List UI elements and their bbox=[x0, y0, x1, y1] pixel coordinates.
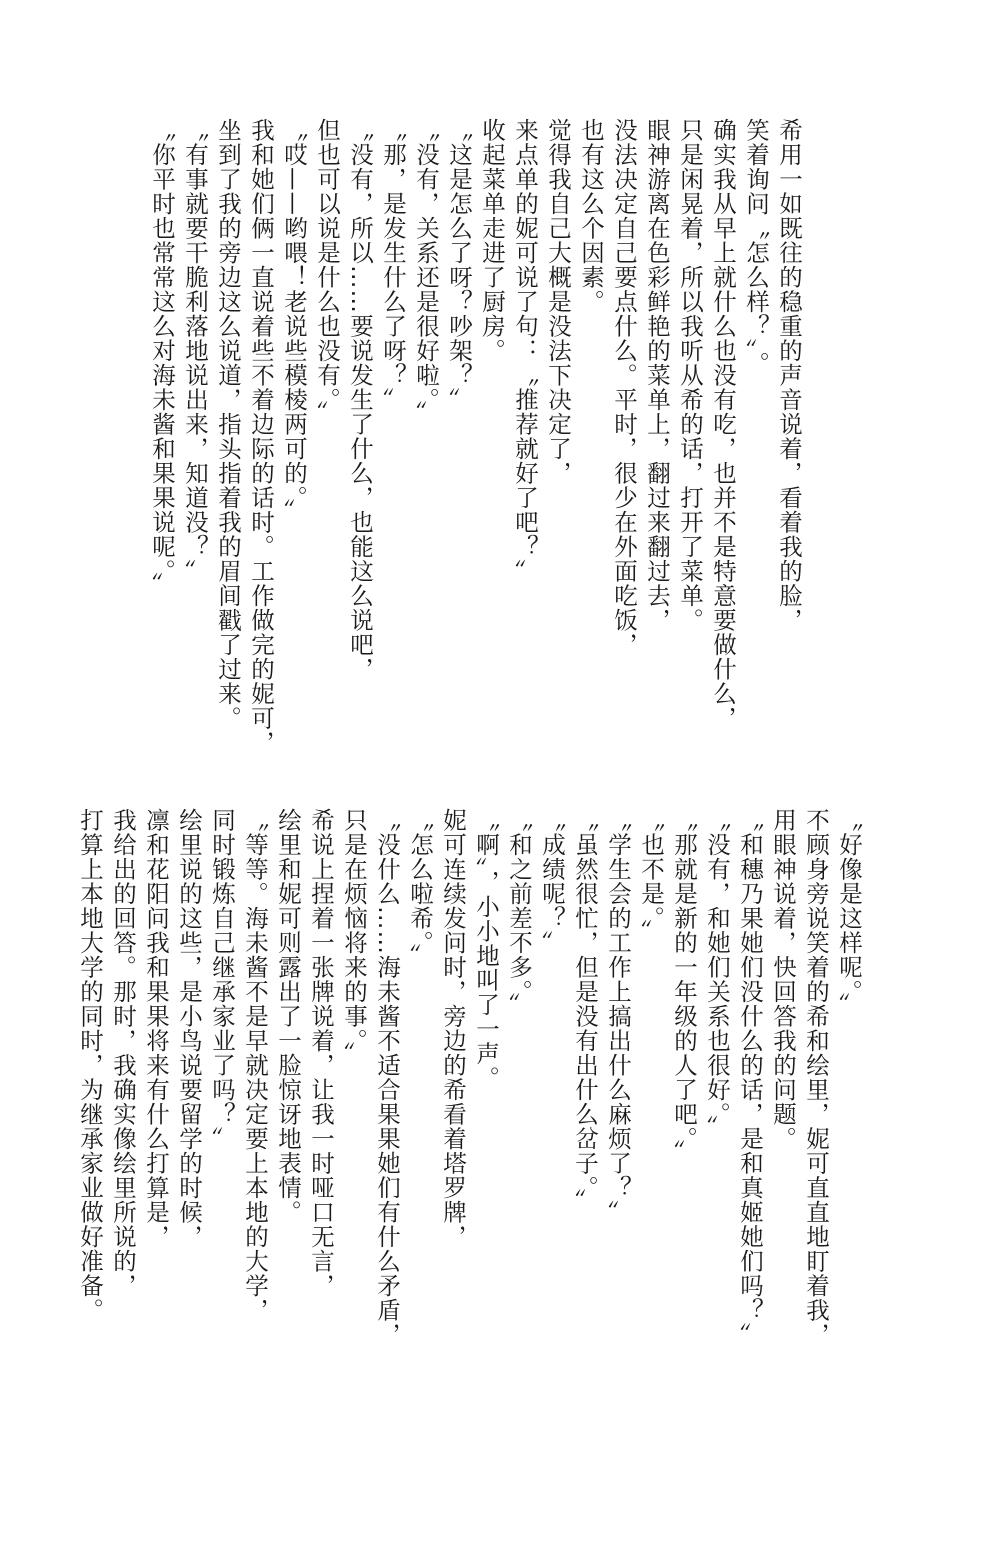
text-line: 希用一如既往的稳重的声音说着，看着我的脸， bbox=[775, 118, 803, 633]
text-line: 〝你平时也常常这么对海未酱和果果说呢。〞 bbox=[148, 118, 176, 597]
text-line: 不顾身旁说笑着的希和绘里，妮可直直地盯着我， bbox=[802, 808, 830, 1347]
text-line: 我给出的回答。那时，我确实像绘里所说的， bbox=[109, 808, 137, 1298]
text-line: 希说上捏着一张牌说着，让我一时哑口无言， bbox=[307, 808, 335, 1298]
text-line: 〝怎么啦希。〞 bbox=[406, 808, 434, 968]
text-line: 确实我从早上就什么也没有吃，也并不是特意要做什么， bbox=[709, 118, 737, 731]
text-line: 〝成绩呢？〞 bbox=[538, 808, 566, 955]
text-line: 绘里说的这些，是小鸟说要留学的时候， bbox=[175, 808, 203, 1249]
text-line: 〝虽然很忙，但是没有出什么岔子。〞 bbox=[571, 808, 599, 1213]
text-line: 坐到了我的旁边这么说道，指头指着我的眉间戳了过来。 bbox=[214, 118, 242, 731]
text-line: 收起菜单走进了厨房。 bbox=[478, 118, 506, 363]
text-line: 〝没有，和她们关系也很好。〞 bbox=[703, 808, 731, 1140]
text-line: 没法决定自己要点什么。平时，很少在外面吃饭， bbox=[610, 118, 638, 657]
text-line: 同时锻炼自己继承家业了吗？〞 bbox=[208, 808, 236, 1151]
text-line: 〝这是怎么了呀？吵架？〞 bbox=[445, 118, 473, 412]
text-line: 〝好像是这样呢。〞 bbox=[835, 808, 863, 1017]
text-line: 〝那，是发生什么了呀？〞 bbox=[379, 118, 407, 412]
text-line: 〝和之前差不多。〞 bbox=[505, 808, 533, 1017]
text-line: 绘里和妮可则露出了一脸惊讶地表情。 bbox=[274, 808, 302, 1225]
text-line: 妮可连续发问时，旁边的希看着塔罗牌， bbox=[439, 808, 467, 1249]
text-line: 只是闲晃着，所以我听从希的话，打开了菜单。 bbox=[676, 118, 704, 633]
text-line: 〝没有，关系还是很好啦。〞 bbox=[412, 118, 440, 425]
text-line: 〝有事就要干脆利落地说出来，知道没？〞 bbox=[181, 118, 209, 584]
text-line: 我和她们俩一直说着些不着边际的话时。工作做完的妮可， bbox=[247, 118, 275, 755]
text-line: 用眼神说着，快回答我的问题。 bbox=[769, 808, 797, 1151]
text-line: 〝等等。海未酱不是早就决定要上本地的大学， bbox=[241, 808, 269, 1323]
text-line: 〝哎——哟喂！老说些模棱两可的。〞 bbox=[280, 118, 308, 523]
text-line: 也有这么个因素。 bbox=[577, 118, 605, 314]
text-line: 凛和花阳问我和果果将来有什么打算是， bbox=[142, 808, 170, 1249]
text-line: 〝也不是。〞 bbox=[637, 808, 665, 944]
text-line: 眼神游离在色彩鲜艳的菜单上，翻过来翻过去， bbox=[643, 118, 671, 633]
text-line: 笑着询问〝怎么样？〞。 bbox=[742, 118, 770, 376]
text-line: 〝那就是新的一年级的人了吧。〞 bbox=[670, 808, 698, 1164]
text-line: 觉得我自己大概是没法下决定了， bbox=[544, 118, 572, 486]
text-block-bottom bbox=[76, 808, 865, 1368]
text-line: 但也可以说是什么也没有。〞 bbox=[313, 118, 341, 425]
text-line: 来点单的妮可说了句：〝推荐就好了吧？〞 bbox=[511, 118, 539, 584]
text-line: 打算上本地大学的同时，为继承家业做好准备。 bbox=[76, 808, 104, 1323]
text-line: 〝学生会的工作上搞出什么麻烦了？〞 bbox=[604, 808, 632, 1225]
text-line: 〝和穗乃果她们没什么的话，是和真姬她们吗？〞 bbox=[736, 808, 764, 1347]
text-line: 〝没有，所以……要说发生了什么，也能这么说吧， bbox=[346, 118, 374, 682]
text-line: 〝啊〞，小小地叫了一声。 bbox=[472, 808, 500, 1091]
text-line: 只是在烦恼将来的事。〞 bbox=[340, 808, 368, 1066]
text-line: 〝没什么……海未酱不适合果果她们有什么矛盾， bbox=[373, 808, 401, 1347]
text-block-top bbox=[148, 118, 805, 778]
